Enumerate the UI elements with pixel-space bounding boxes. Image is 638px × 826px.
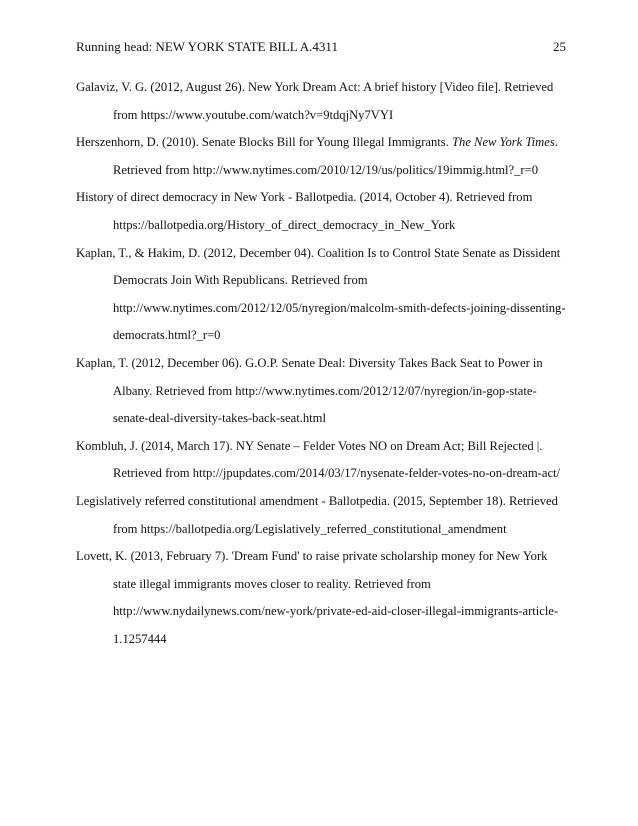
reference-line: Legislatively referred constitutional amendment - Ballotpedia. (2015, September 18). Retrieved [76,493,558,508]
reference-entry [76,129,566,184]
reference-entry [76,433,566,488]
reference-line: Retrieved from http://jpupdates.com/2014/03/17/nysenate-felder-votes-no-on-dream-act/ [113,466,561,481]
reference-line: http://www.nytimes.com/2012/12/05/nyregion/malcolm-smith-defects-joining-dissenting- [113,300,566,315]
reference-line: Herszenhorn, D. (2010). Senate Blocks Bill for Young Illegal Immigrants. The New York Times. [76,135,558,150]
page-number: 25 [553,39,566,54]
reference-line: democrats.html?_r=0 [113,328,221,343]
reference-line: Kaplan, T., & Hakim, D. (2012, December 04). Coalition Is to Control State Senate as Dissident [76,245,561,260]
reference-entry [76,350,566,433]
reference-line: https://ballotpedia.org/History_of_direct_democracy_in_New_York [113,217,456,232]
reference-entry [76,543,566,653]
reference-list [76,74,566,653]
running-head: Running head: NEW YORK STATE BILL A.4311 [76,39,338,54]
publication-title: The New York Times [452,135,555,150]
reference-line: Lovett, K. (2013, February 7). 'Dream Fund' to raise private scholarship money for New York [76,549,548,564]
reference-line: http://www.nydailynews.com/new-york/private-ed-aid-closer-illegal-immigrants-article- [113,604,559,619]
reference-line: Kaplan, T. (2012, December 06). G.O.P. Senate Deal: Diversity Takes Back Seat to Power in [76,355,543,370]
reference-line: Albany. Retrieved from http://www.nytimes.com/2012/12/07/nyregion/in-gop-state- [113,383,537,398]
reference-entry [76,488,566,543]
reference-line: from https://www.youtube.com/watch?v=9tdqjNy7VYI [113,107,394,122]
reference-entry [76,184,566,239]
reference-line: Democrats Join With Republicans. Retrieved from [113,273,368,288]
reference-line: state illegal immigrants moves closer to reality. Retrieved from [113,576,431,591]
reference-line: Galaviz, V. G. (2012, August 26). New York Dream Act: A brief history [Video file]. Retrieved [76,80,554,94]
reference-line: History of direct democracy in New York - Ballotpedia. (2014, October 4). Retrieved from [76,190,533,205]
reference-line: from https://ballotpedia.org/Legislatively_referred_constitutional_amendment [113,521,507,536]
reference-entry [76,240,566,350]
reference-line: Kombluh, J. (2014, March 17). NY Senate – Felder Votes NO on Dream Act; Bill Rejected |. [76,438,543,453]
reference-line: 1.1257444 [113,631,167,646]
page-header [76,38,566,56]
reference-line: senate-deal-diversity-takes-back-seat.html [113,411,326,426]
reference-line: Retrieved from http://www.nytimes.com/2010/12/19/us/politics/19immig.html?_r=0 [113,162,538,177]
reference-entry [76,74,566,129]
